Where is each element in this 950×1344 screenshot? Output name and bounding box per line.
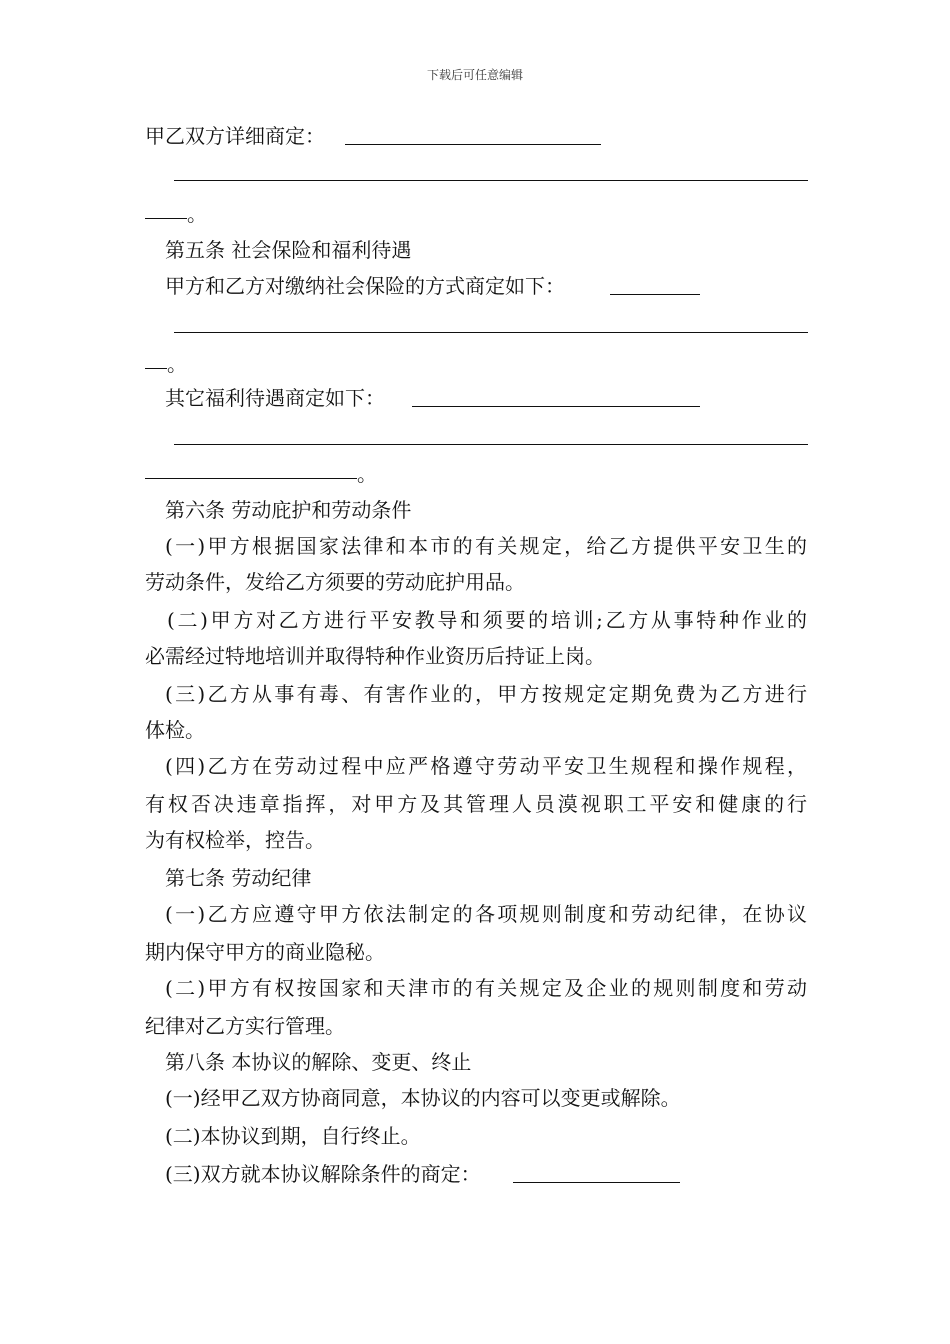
article-5-title xyxy=(0,232,950,268)
paragraph-6-3-cont xyxy=(0,712,950,748)
paragraph-text: 劳动条件，发给乙方须要的劳动庇护用品。 xyxy=(145,570,525,594)
page-header: 下载后可任意编辑 xyxy=(426,68,523,82)
section-heading: 第八条 本协议的解除、变更、终止 xyxy=(165,1050,472,1074)
paragraph-6-2 xyxy=(0,602,950,638)
fill-blank[interactable] xyxy=(174,180,808,181)
fill-blank[interactable] xyxy=(145,218,187,219)
paragraph-text: (四)乙方在劳动过程中应严格遵守劳动平安卫生规程和操作规程， xyxy=(165,754,807,778)
fill-blank[interactable] xyxy=(412,406,700,407)
fill-blank[interactable] xyxy=(610,294,700,295)
paragraph-text: (二)本协议到期，自行终止。 xyxy=(165,1124,421,1148)
paragraph-text: 纪律对乙方实行管理。 xyxy=(145,1014,345,1038)
fill-blank[interactable] xyxy=(513,1182,680,1183)
paragraph-end: 。 xyxy=(187,202,207,226)
article-6-title xyxy=(0,492,950,528)
paragraph-text: 甲乙双方详细商定： xyxy=(145,124,325,148)
paragraph-text: 必需经过特地培训并取得特种作业资历后持证上岗。 xyxy=(145,644,605,668)
paragraph-text: (三)乙方从事有毒、有害作业的，甲方按规定定期免费为乙方进行 xyxy=(165,682,807,706)
fill-blank[interactable] xyxy=(145,478,357,479)
paragraph-6-3 xyxy=(0,676,950,712)
section-heading: 第七条 劳动纪律 xyxy=(165,866,312,890)
article-8-title xyxy=(0,1044,950,1080)
fill-blank[interactable] xyxy=(145,368,167,369)
paragraph-text: (二)甲方对乙方进行平安教导和须要的培训;乙方从事特种作业的 xyxy=(167,608,807,632)
paragraph-end: 。 xyxy=(167,352,187,376)
paragraph-6-4-cont2 xyxy=(0,822,950,858)
paragraph-7-1-cont xyxy=(0,934,950,970)
paragraph-text: (二)甲方有权按国家和天津市的有关规定及企业的规则制度和劳动 xyxy=(165,976,807,1000)
paragraph-6-4 xyxy=(0,748,950,784)
paragraph-7-2-cont xyxy=(0,1008,950,1044)
paragraph-text: 甲方和乙方对缴纳社会保险的方式商定如下： xyxy=(165,274,565,298)
paragraph-text: 其它福利待遇商定如下： xyxy=(165,386,385,410)
paragraph-text: (一)甲方根据国家法律和本市的有关规定，给乙方提供平安卫生的 xyxy=(165,534,807,558)
paragraph-6-4-cont xyxy=(0,786,950,822)
paragraph-6-1 xyxy=(0,528,950,564)
paragraph-text: 有权否决违章指挥，对甲方及其管理人员漠视职工平安和健康的行 xyxy=(145,792,807,816)
fill-blank[interactable] xyxy=(174,332,808,333)
paragraph-detailed-agreement xyxy=(0,118,950,154)
paragraph-7-2 xyxy=(0,970,950,1006)
paragraph-end: 。 xyxy=(357,462,377,486)
paragraph-continuation xyxy=(0,456,950,492)
paragraph-8-3 xyxy=(0,1156,950,1192)
paragraph-text: 为有权检举，控告。 xyxy=(145,828,325,852)
paragraph-other-benefits xyxy=(0,380,950,416)
paragraph-text: (一)乙方应遵守甲方依法制定的各项规则制度和劳动纪律，在协议 xyxy=(165,902,807,926)
paragraph-6-1-cont xyxy=(0,564,950,600)
paragraph-continuation xyxy=(0,346,950,382)
paragraph-social-insurance xyxy=(0,268,950,304)
article-7-title xyxy=(0,860,950,896)
paragraph-6-2-cont xyxy=(0,638,950,674)
paragraph-7-1 xyxy=(0,896,950,932)
paragraph-8-1 xyxy=(0,1080,950,1116)
paragraph-continuation xyxy=(0,196,950,232)
section-heading: 第五条 社会保险和福利待遇 xyxy=(165,238,412,262)
paragraph-text: 期内保守甲方的商业隐秘。 xyxy=(145,940,385,964)
paragraph-text: 体检。 xyxy=(145,718,205,742)
fill-blank[interactable] xyxy=(174,444,808,445)
paragraph-8-2 xyxy=(0,1118,950,1154)
paragraph-text: (三)双方就本协议解除条件的商定： xyxy=(165,1162,481,1186)
paragraph-text: (一)经甲乙双方协商同意，本协议的内容可以变更或解除。 xyxy=(165,1086,681,1110)
section-heading: 第六条 劳动庇护和劳动条件 xyxy=(165,498,412,522)
fill-blank[interactable] xyxy=(345,144,601,145)
